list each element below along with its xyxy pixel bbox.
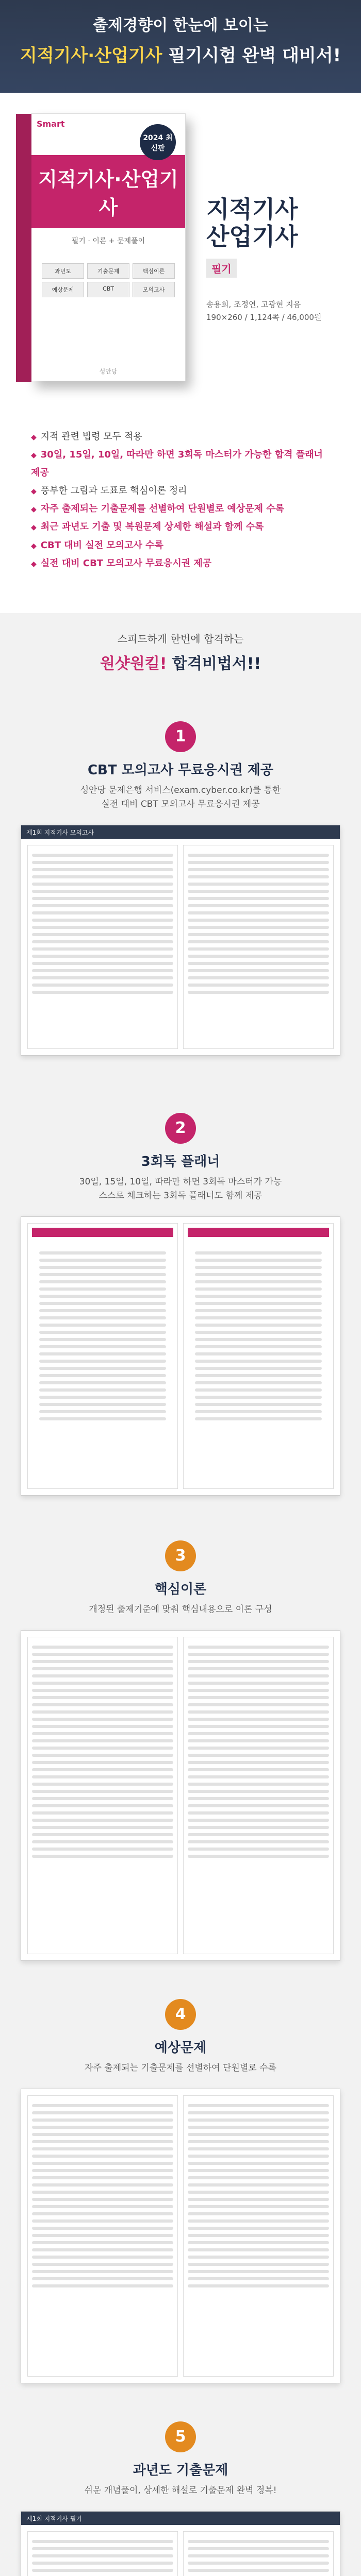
section-cbt	[0, 696, 361, 1092]
section-desc: 개정된 출제기준에 맞춰 핵심내용으로 이론 구성	[89, 1604, 272, 1615]
hero-title-box	[206, 196, 321, 325]
section-desc: 자주 출제되는 기출문제를 선별하여 단원별로 수록	[85, 2063, 276, 2073]
section-desc: 쉬운 개념풀이, 상세한 해설로 기출문제 완벽 정복!	[84, 2485, 277, 2496]
section-number: 3	[165, 1540, 196, 1571]
section-title: 핵심이론	[154, 1582, 207, 1597]
section-desc: 성안당 문제은행 서비스(exam.cyber.co.kr)를 통한 실전 대비 CBT 모의고사 무료응시권 제공	[80, 785, 281, 810]
cbt-window-title: 제1회 지적기사 모의고사	[21, 825, 340, 839]
hero-meta: 송용희, 조정연, 고광현 지음 190×260 / 1,124쪽 / 46,000원	[206, 299, 322, 323]
edition-badge: 2024 최신판	[140, 124, 176, 160]
book-spine	[16, 114, 31, 382]
section-title: 3회독 플래너	[141, 1154, 220, 1170]
header-line2-b: 필기시험 완벽 대비서!	[162, 45, 341, 66]
feature-item: ◆ CBT 대비 실전 모의고사 수록	[31, 536, 330, 554]
section-number: 4	[165, 1999, 196, 2030]
book-tag: 모의고사	[133, 282, 175, 297]
hero-tag: 필기	[206, 259, 237, 278]
book-logo: Smart	[37, 119, 65, 129]
section-theory	[0, 1520, 361, 1978]
section-past-exams	[0, 2401, 361, 2576]
feature-list	[0, 422, 361, 613]
intro-line2: 원샷원킬! 합격비법서!!	[100, 655, 261, 673]
section-planner	[0, 1092, 361, 1520]
section-title: 과년도 기출문제	[133, 2463, 228, 2478]
feature-item: ◆ 30일, 15일, 10일, 따라만 하면 3회독 마스터가 가능한 합격 플래너 제공	[31, 446, 330, 482]
intro	[0, 613, 361, 696]
book-tag: CBT	[87, 282, 129, 297]
feature-item: ◆ 최근 과년도 기출 및 복원문제 상세한 해설과 함께 수록	[31, 518, 330, 536]
header-line2	[0, 41, 361, 66]
book-publisher: 성안당	[99, 368, 118, 375]
section-expected	[0, 1978, 361, 2401]
hero-title1: 지적기사	[206, 195, 298, 223]
feature-item: ◆ 지적 관련 법령 모두 적용	[31, 428, 330, 446]
past-exam-pages	[21, 2511, 340, 2576]
section-title: 예상문제	[154, 2040, 207, 2056]
cbt-screenshot	[21, 825, 340, 1056]
book-tag: 핵심이론	[133, 263, 175, 279]
book-tag: 예상문제	[42, 282, 84, 297]
book-tag-grid	[42, 263, 175, 297]
section-desc: 30일, 15일, 10일, 따라만 하면 3회독 마스터가 가능 스스로 체크하는 3회독 플래너도 함께 제공	[79, 1177, 282, 1201]
book-subtitle: 필기 · 이론 + 문제풀이	[71, 237, 145, 245]
past-exam-header: 제1회 지적기사 필기	[21, 2512, 340, 2525]
book-tag: 기출문제	[87, 263, 129, 279]
intro-line1: 스피드하게 한번에 합격하는	[117, 633, 244, 645]
book-band: 지적기사·산업기사	[31, 155, 185, 228]
planner-pages	[21, 1216, 340, 1496]
book-cover	[31, 113, 186, 381]
theory-pages	[21, 1630, 340, 1961]
header-banner	[0, 0, 361, 93]
feature-item: ◆ 풍부한 그림과 도표로 핵심이론 정리	[31, 482, 330, 500]
book-tag: 과년도	[42, 263, 84, 279]
section-number: 5	[165, 2421, 196, 2452]
section-number: 1	[165, 721, 196, 752]
section-title: CBT 모의고사 무료응시권 제공	[87, 762, 274, 778]
hero-title2: 산업기사	[206, 222, 298, 250]
header-line2-a: 지적기사·산업기사	[20, 45, 162, 66]
header-line1: 출제경향이 한눈에 보이는	[93, 16, 268, 35]
feature-item: ◆ 실전 대비 CBT 모의고사 무료응시권 제공	[31, 554, 330, 572]
section-number: 2	[165, 1113, 196, 1144]
hero	[0, 93, 361, 422]
expected-pages	[21, 2089, 340, 2383]
feature-item: ◆ 자주 출제되는 기출문제를 선별하여 단원별로 예상문제 수록	[31, 500, 330, 518]
